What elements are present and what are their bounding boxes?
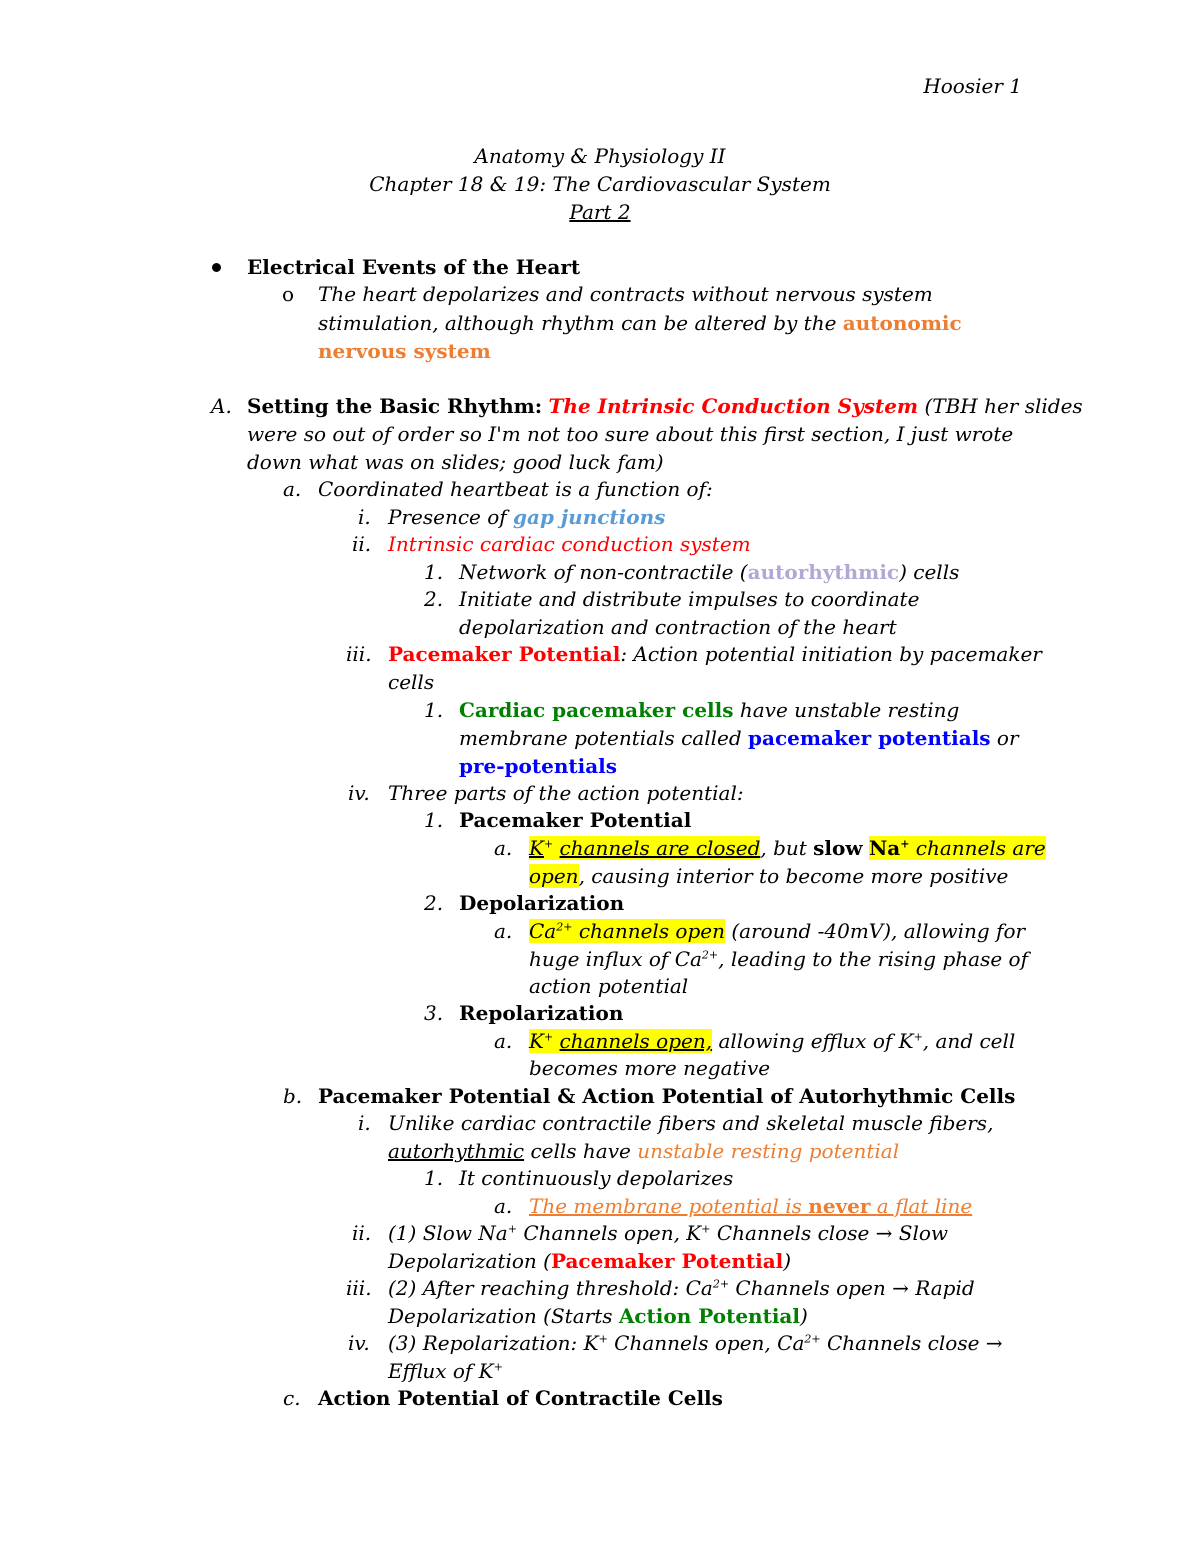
list-item: (1) Slow Na+ Channels open, K+ Channels close → Slow	[388, 1221, 949, 1245]
list-marker: b.	[283, 1084, 303, 1108]
list-marker: a.	[494, 836, 513, 860]
list-marker: iii.	[346, 1276, 372, 1300]
list-item: Initiate and distribute impulses to coordinate	[459, 587, 920, 611]
list-item-cont: Efflux of K+	[388, 1359, 503, 1383]
list-item: Network of non-contractile (autorhythmic) cells	[459, 560, 960, 584]
list-item: Intrinsic cardiac conduction system	[388, 532, 751, 556]
phase-title: Repolarization	[459, 1001, 624, 1025]
list-marker: 3.	[424, 1001, 444, 1025]
list-item: Cardiac pacemaker cells have unstable resting	[459, 698, 960, 722]
term-cardiac-pacemaker-cells: Cardiac pacemaker cells	[459, 698, 734, 722]
list-item-cont: huge influx of $Ca^{2+}$, leading to the rising phase of	[529, 947, 1028, 971]
list-item-cont: open, causing interior to become more positive	[529, 864, 1009, 888]
term-autorhythmic: autorhythmic	[747, 560, 900, 584]
bullet-sub-line: stimulation, although rhythm can be altered by the autonomic	[318, 311, 962, 335]
list-item: Unlike cardiac contractile fibers and skeletal muscle fibers,	[388, 1111, 994, 1135]
circle-bullet-icon: o	[282, 282, 295, 306]
bullet-heading: Electrical Events of the Heart	[247, 255, 581, 279]
list-item: (3) Repolarization: K+ Channels open, $Ca^{2+}$ Channels close →	[388, 1331, 1003, 1355]
doc-part	[0, 199, 1200, 225]
section-b-heading: Pacemaker Potential & Action Potential of Autorhythmic Cells	[318, 1084, 1016, 1108]
list-marker: 2.	[424, 587, 444, 611]
term-autonomic: autonomic	[842, 311, 962, 335]
intrinsic-conduction-term: The Intrinsic Conduction System	[548, 394, 919, 418]
term-gap-junctions: gap junctions	[513, 505, 666, 529]
list-item-cont: membrane potentials called pacemaker potentials or	[459, 726, 1019, 750]
list-marker: 1.	[424, 560, 444, 584]
section-marker: A.	[211, 394, 232, 418]
bullet-sub-line: nervous system	[318, 339, 491, 363]
arrow-icon: →	[985, 1331, 1003, 1355]
list-marker: i.	[358, 1111, 371, 1135]
list-item-cont: Depolarization (Starts Action Potential)	[388, 1304, 808, 1328]
list-marker: a.	[283, 477, 302, 501]
term-pacemaker-potential: Pacemaker Potential	[388, 642, 621, 666]
list-marker: ii.	[352, 532, 372, 556]
arrow-icon: →	[892, 1276, 909, 1300]
list-marker: 1.	[424, 808, 444, 832]
list-item-cont: cells	[388, 670, 435, 694]
doc-title: Anatomy & Physiology II	[474, 144, 726, 168]
list-item: K+ channels are closed, but slow Na+ channels are	[529, 836, 1046, 860]
bullet-sub-line: The heart depolarizes and contracts without nervous system	[318, 282, 933, 306]
phase-title: Depolarization	[459, 891, 625, 915]
list-item: K+ channels open, allowing efflux of K+, and cell	[529, 1029, 1016, 1053]
arrow-icon: →	[875, 1221, 893, 1245]
list-marker: 2.	[424, 891, 444, 915]
list-marker: 1.	[424, 1166, 444, 1190]
section-a-note: down what was on slides; good luck fam)	[247, 450, 664, 474]
list-item: The membrane potential is never a flat line	[529, 1194, 973, 1218]
doc-subtitle: Chapter 18 & 19: The Cardiovascular System	[369, 172, 831, 196]
list-item: It continuously depolarizes	[459, 1166, 734, 1190]
list-marker: a.	[494, 919, 513, 943]
list-marker: a.	[494, 1194, 513, 1218]
section-a-heading: Setting the Basic Rhythm: The Intrinsic Conduction System (TBH her slides	[247, 394, 1083, 418]
list-item: Three parts of the action potential:	[388, 781, 744, 805]
list-item: $Ca^{2+}$ channels open (around -40mV), allowing for	[529, 919, 1026, 943]
section-a-note: were so out of order so I'm not too sure about this first section, I just wrote	[247, 422, 1014, 446]
list-item: Coordinated heartbeat is a function of:	[318, 477, 713, 501]
list-marker: i.	[358, 505, 371, 529]
list-item-cont: Depolarization (Pacemaker Potential)	[388, 1249, 792, 1273]
phase-title: Pacemaker Potential	[459, 808, 692, 832]
list-item-cont	[459, 753, 617, 779]
list-marker: iii.	[346, 642, 372, 666]
section-c-heading: Action Potential of Contractile Cells	[318, 1386, 723, 1410]
list-marker: c.	[283, 1386, 301, 1410]
list-marker: 1.	[424, 698, 444, 722]
list-item-cont: autorhythmic cells have unstable resting potential	[388, 1139, 900, 1163]
list-item-cont: action potential	[529, 974, 689, 998]
list-marker: a.	[494, 1029, 513, 1053]
list-item-cont: depolarization and contraction of the heart	[459, 615, 897, 639]
list-item-cont: becomes more negative	[529, 1056, 771, 1080]
list-item: (2) After reaching threshold: $Ca^{2+}$ Channels open → Rapid	[388, 1276, 975, 1300]
term-pre-potentials: pre-potentials	[459, 754, 618, 778]
part-label: Part 2	[569, 200, 631, 224]
term-pacemaker-potentials: pacemaker potentials	[748, 726, 991, 750]
term-unstable-resting: unstable resting potential	[637, 1139, 900, 1163]
list-marker: ii.	[352, 1221, 372, 1245]
list-marker: iv.	[348, 1331, 370, 1355]
page-number-header: Hoosier 1	[923, 74, 1022, 98]
bullet-icon	[212, 263, 221, 272]
list-item: Presence of gap junctions	[388, 505, 666, 529]
list-marker: iv.	[348, 781, 370, 805]
list-item: Pacemaker Potential: Action potential initiation by pacemaker	[388, 642, 1042, 666]
